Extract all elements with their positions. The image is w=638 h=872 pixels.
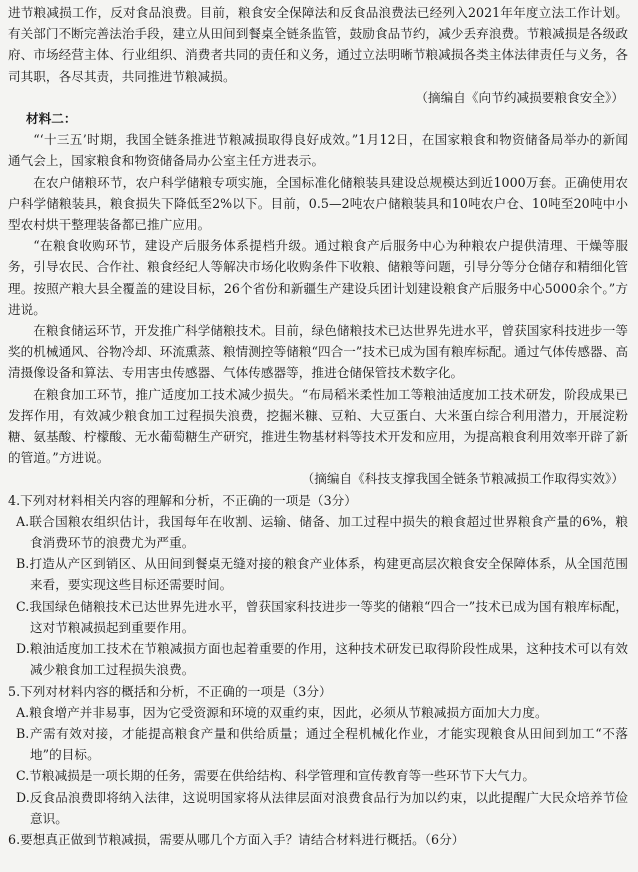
material2-paragraph: “‘十三五’时期，我国全链条推进节粮减损取得良好成效。”1月12日，在国家粮食和物资储备局举办的新闻通气会上，国家粮食和物资储备局办公室主任方进表示。 [8,132,628,169]
material2-source: （摘编自《科技支撑我国全链条节粮减损工作取得实效》） [301,471,624,487]
question-5-option-a: A.粮食增产并非易事，因为它受资源和环境的双重约束，因此，必须从节粮减损方面加大力度。 [16,704,548,720]
question-4-stem: 4.下列对材料相关内容的理解和分析，不正确的一项是（3分） [8,492,357,508]
material2-paragraph: 在粮食储运环节，开发推广科学储粮技术。目前，绿色储粮技术已达世界先进水平，曾获国家科技进步一等奖的机械通风、谷物冷却、环流熏蒸、粮情测控等储粮“四合一”技术已成为国有粮库标配。通过气体传感器、高清摄像设备和算法、专用害虫传感器、气体传感器等，推进仓储保管技术数字化。 [8,323,628,381]
material2-paragraph: 在粮食加工环节，推广适度加工技术减少损失。“布局稻米柔性加工等粮油适度加工技术研发，阶段成果已发挥作用，有效减少粮食加工过程损失浪费，挖掘米糠、豆粕、大豆蛋白、大米蛋白综合利用潜力，开展淀粉糖、氨基酸、柠檬酸、无水葡萄糖生产研究，推进生物基材料等技术开发和应用，为提高粮食利用效率开辟了新的管道。”方进说。 [8,386,628,466]
question-6-stem: 6.要想真正做到节粮减损，需要从哪几个方面入手？请结合材料进行概括。（6分） [8,831,465,847]
question-4-option-d: D.粮油适度加工技术在节粮减损方面也起着重要的作用，这种技术研发已取得阶段性成果，这种技术可以有效减少粮食加工过程损失浪费。 [16,641,628,678]
question-5-option-d: D.反食品浪费即将纳入法律，这说明国家将从法律层面对浪费食品行为加以约束，以此提醒广大民众培养节俭意识。 [16,789,628,826]
material1-tail-paragraph: 进节粮减损工作，反对食品浪费。目前，粮食安全保障法和反食品浪费法已经列入2021年年度立法工作计划。有关部门不断完善法治手段，建立从田间到餐桌全链条监管，鼓励食品节约，减少丢弃浪费。节粮减损是各级政府、市场经营主体、行业组织、消费者共同的责任和义务，通过立法明晰节粮减损各类主体法律责任与义务，各司其职，各尽其责，共同推进节粮减损。 [8,5,628,84]
material2-paragraph: “在粮食收购环节，建设产后服务体系提档升级。通过粮食产后服务中心为种粮农户提供清理、干燥等服务，引导农民、合作社、粮食经纪人等解决市场化收购条件下收粮、储粮等问题，引导分等分仓储存和精细化管理。按照产粮大县全覆盖的建设目标，26个省份和新疆生产建设兵团计划建设粮食产后服务中心5000余个。”方进说。 [8,238,628,317]
question-5-option-b: B.产需有效对接，才能提高粮食产量和供给质量；通过全程机械化作业，才能实现粮食从田间到加工“不落地”的目标。 [16,725,628,763]
question-4-option-b: B.打造从产区到销区、从田间到餐桌无缝对接的粮食产业体系，构建更高层次粮食安全保障体系，从全国范围来看，要实现这些目标还需要时间。 [16,556,628,593]
question-4-option-c: C.我国绿色储粮技术已达世界先进水平，曾获国家科技进步一等奖的储粮“四合一”技术已成为国有粮库标配，这对节粮减损起到重要作用。 [16,598,628,635]
question-5-option-c: C.节粮减损是一项长期的任务，需要在供给结构、科学管理和宣传教育等一些环节下大气力。 [16,768,536,784]
material2-paragraph: 在农户储粮环节，农户科学储粮专项实施，全国标准化储粮装具建设总规模达到近1000万套。正确使用农户科学储粮装具，粮食损失下降低至2%以下。目前，0.5—2吨农户储粮装具和10吨农户仓、10吨至20吨中小型农村烘干整理装备都已推广应用。 [8,174,628,233]
material1-source: （摘编自《向节约减损要粮食安全》） [415,89,624,105]
material2-title: 材料二： [26,111,77,127]
question-4-option-a: A.联合国粮农组织估计，我国每年在收割、运输、储备、加工过程中损失的粮食超过世界粮食产量的6%，粮食消费环节的浪费尤为严重。 [16,513,628,551]
question-5-stem: 5.下列对材料内容的概括和分析，不正确的一项是（3分） [8,683,332,699]
